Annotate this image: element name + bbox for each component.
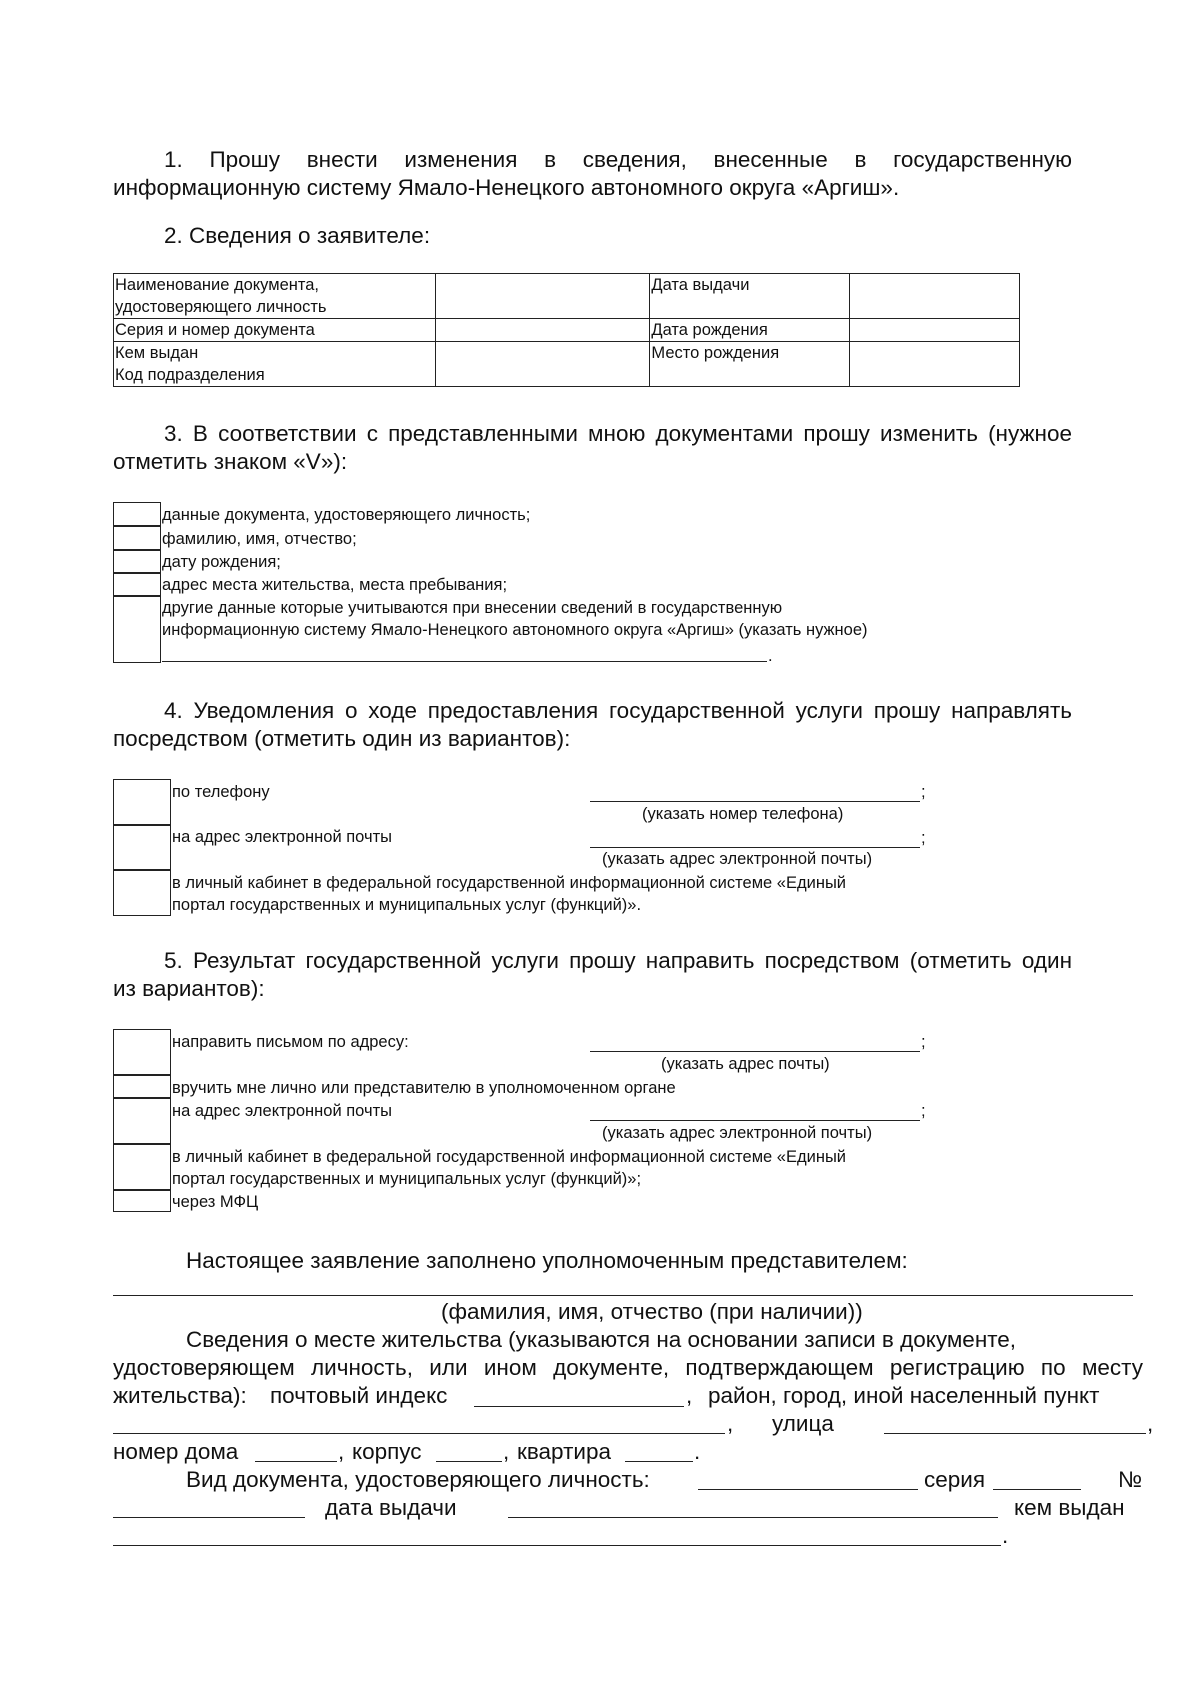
- rep-issued-by-label: кем выдан: [1014, 1495, 1125, 1520]
- p3-checkbox-fio[interactable]: [113, 526, 161, 550]
- rep-locality-input[interactable]: [113, 1433, 725, 1434]
- rep-street-label: улица: [772, 1411, 834, 1436]
- p3-option-birth-date: дату рождения;: [162, 553, 281, 571]
- rep-fio-hint: (фамилия, имя, отчество (при наличии)): [441, 1299, 863, 1324]
- applicant-table: [113, 273, 1020, 387]
- p5-line2: из вариантов):: [113, 976, 265, 1001]
- p3-line1: 3. В соответствии с представленными мною документами прошу изменить (нужное: [164, 421, 1072, 446]
- p4-cabinet-line2: портал государственных и муниципальных услуг (функций)».: [172, 896, 642, 914]
- p3-option-fio: фамилию, имя, отчество;: [162, 530, 357, 548]
- p4-checkbox-phone[interactable]: [113, 779, 171, 825]
- p4-phone-semicolon: ;: [921, 783, 926, 801]
- rep-locality-label: район, город, иной населенный пункт: [708, 1383, 1100, 1408]
- p4-email-hint: (указать адрес электронной почты): [602, 850, 873, 868]
- p5-checkbox-email[interactable]: [113, 1098, 171, 1144]
- p5-email-label: на адрес электронной почты: [172, 1102, 393, 1120]
- cell-doc-name-value[interactable]: [435, 274, 650, 319]
- rep-postcode-input[interactable]: [474, 1406, 684, 1407]
- cell-issue-date-value[interactable]: [850, 274, 1020, 319]
- p3-checkbox-other[interactable]: [113, 596, 161, 663]
- rep-flat-input[interactable]: [625, 1461, 693, 1462]
- p3-option-identity-doc: данные документа, удостоверяющего личность;: [162, 506, 531, 524]
- rep-postcode-comma: ,: [686, 1383, 693, 1408]
- rep-flat-dot: .: [694, 1439, 701, 1464]
- p4-checkbox-cabinet[interactable]: [113, 870, 171, 916]
- cell-birth-date-value[interactable]: [850, 319, 1020, 342]
- rep-res-line3a: жительства):: [113, 1383, 247, 1408]
- rep-korpus-label: корпус: [352, 1439, 422, 1464]
- p5-checkbox-personal[interactable]: [113, 1075, 171, 1098]
- p5-letter-label: направить письмом по адресу:: [172, 1033, 409, 1051]
- rep-house-comma: ,: [338, 1439, 345, 1464]
- rep-house-label: номер дома: [113, 1439, 239, 1464]
- p4-email-semicolon: ;: [921, 829, 926, 847]
- cell-series-number-value[interactable]: [435, 319, 650, 342]
- p4-line1: 4. Уведомления о ходе предоставления государственной услуги прошу направлять: [164, 698, 1072, 723]
- cell-series-number-label: Серия и номер документа: [114, 319, 436, 342]
- p5-letter-input[interactable]: [590, 1051, 920, 1052]
- rep-res-line1: Сведения о месте жительства (указываются на основании записи в документе,: [186, 1327, 1017, 1352]
- rep-street-input[interactable]: [884, 1433, 1146, 1434]
- rep-korpus-comma: ,: [503, 1439, 510, 1464]
- rep-flat-label: квартира: [517, 1439, 611, 1464]
- p4-email-label: на адрес электронной почты: [172, 828, 393, 846]
- p5-cabinet-line1: в личный кабинет в федеральной государственной информационной системе «Единый: [172, 1148, 847, 1166]
- cell-birth-date-label: Дата рождения: [650, 319, 850, 342]
- rep-house-input[interactable]: [255, 1461, 337, 1462]
- p2-heading: 2. Сведения о заявителе:: [164, 223, 431, 248]
- p4-phone-input[interactable]: [590, 801, 920, 802]
- cell-birth-place-label: Место рождения: [650, 342, 850, 387]
- p5-letter-semicolon: ;: [921, 1033, 926, 1051]
- p1-line1: 1. Прошу внести изменения в сведения, внесенные в государственную: [164, 147, 1072, 172]
- p4-phone-hint: (указать номер телефона): [642, 805, 844, 823]
- rep-issued-by-input[interactable]: [113, 1545, 1001, 1546]
- p5-email-semicolon: ;: [921, 1102, 926, 1120]
- p5-checkbox-letter[interactable]: [113, 1029, 171, 1075]
- p1-line2: информационную систему Ямало-Ненецкого автономного округа «Аргиш».: [113, 175, 900, 200]
- p3-other-end-dot: .: [768, 647, 773, 665]
- p5-cabinet-line2: портал государственных и муниципальных услуг (функций)»;: [172, 1170, 642, 1188]
- p4-checkbox-email[interactable]: [113, 825, 171, 870]
- rep-issue-date-label: дата выдачи: [325, 1495, 457, 1520]
- rep-res-line2: удостоверяющем личность, или ином документе, подтверждающем регистрацию по месту: [113, 1355, 1143, 1380]
- p5-personal-label: вручить мне лично или представителю в уполномоченном органе: [172, 1079, 676, 1097]
- cell-issued-by-label: Кем выдан Код подразделения: [114, 342, 436, 387]
- rep-doc-type-input[interactable]: [698, 1489, 918, 1490]
- p5-checkbox-mfc[interactable]: [113, 1190, 171, 1212]
- p3-checkbox-birth-date[interactable]: [113, 550, 161, 573]
- p5-mfc-label: через МФЦ: [172, 1193, 259, 1211]
- p3-option-address: адрес места жительства, места пребывания;: [162, 576, 508, 594]
- p3-checkbox-address[interactable]: [113, 573, 161, 596]
- p3-option-other-line2: информационную систему Ямало-Ненецкого автономного округа «Аргиш» (указать нужное): [162, 621, 868, 639]
- rep-series-input[interactable]: [993, 1489, 1081, 1490]
- p5-line1: 5. Результат государственной услуги прошу направить посредством (отметить один: [164, 948, 1072, 973]
- p3-option-other-line1: другие данные которые учитываются при внесении сведений в государственную: [162, 599, 783, 617]
- rep-title: Настоящее заявление заполнено уполномоченным представителем:: [186, 1248, 908, 1273]
- p3-line2: отметить знаком «V»):: [113, 449, 348, 474]
- p5-letter-hint: (указать адрес почты): [661, 1055, 830, 1073]
- cell-birth-place-value[interactable]: [850, 342, 1020, 387]
- p5-email-input[interactable]: [590, 1120, 920, 1121]
- rep-number-input[interactable]: [113, 1517, 305, 1518]
- cell-issue-date-label: Дата выдачи: [650, 274, 850, 319]
- p5-checkbox-cabinet[interactable]: [113, 1144, 171, 1190]
- rep-issue-date-input[interactable]: [508, 1517, 998, 1518]
- rep-fio-input[interactable]: [113, 1295, 1133, 1296]
- rep-doc-type-label: Вид документа, удостоверяющего личность:: [186, 1467, 650, 1492]
- p5-email-hint: (указать адрес электронной почты): [602, 1124, 873, 1142]
- rep-street-comma: ,: [1147, 1411, 1154, 1436]
- p3-other-underline[interactable]: [162, 661, 767, 662]
- cell-doc-name-label: Наименование документа, удостоверяющего личность: [114, 274, 436, 319]
- rep-number-sign: №: [1118, 1467, 1143, 1492]
- p4-phone-label: по телефону: [172, 783, 270, 801]
- rep-series-label: серия: [924, 1467, 986, 1492]
- rep-locality-comma: ,: [727, 1411, 734, 1436]
- cell-issued-by-value[interactable]: [435, 342, 650, 387]
- rep-issued-by-dot: .: [1002, 1523, 1009, 1548]
- p3-checkbox-identity-doc[interactable]: [113, 502, 161, 526]
- rep-korpus-input[interactable]: [436, 1461, 502, 1462]
- rep-postcode-label: почтовый индекс: [270, 1383, 448, 1408]
- p4-line2: посредством (отметить один из вариантов):: [113, 726, 571, 751]
- p4-cabinet-line1: в личный кабинет в федеральной государственной информационной системе «Единый: [172, 874, 847, 892]
